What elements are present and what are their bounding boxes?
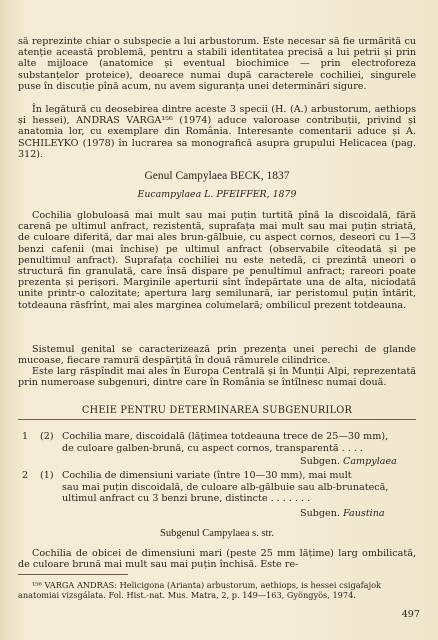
description-paragraph-3: Este larg răspîndit mai ales în Europa Centrală și în Munții Alpi, reprezentată prin numeroase subgenuri, dintre care în România se întîlnesc numai două. bbox=[18, 366, 416, 389]
key-row-result: Campylaea bbox=[343, 456, 397, 467]
description-paragraph-2: Sistemul genital se caracterizează prin prezența unei perechi de glande mucoase, fiecare ramură despărțită în două rămurele cilindrice. bbox=[18, 344, 416, 367]
genus-heading: Genul Campylaea BECK, 1837 bbox=[144, 170, 290, 182]
key-row-text: Cochilia mare, discoidală (lățimea totdeauna trece de 25—30 mm), bbox=[62, 431, 389, 442]
page-number: 497 bbox=[401, 609, 420, 620]
genus-subheading: Eucampylaea L. PFEIFFER, 1879 bbox=[137, 189, 297, 200]
key-row-number: 1 bbox=[22, 431, 29, 442]
key-row-alternative: (2) bbox=[40, 431, 54, 442]
relation-paragraph: În legătură cu deosebirea dintre aceste 3 specii (H. (A.) arbustorum, aethiops și hessei), ANDRAS VARGA¹⁵⁶ (1974) aduce valoroase contribuții, privind și anatomia lor, cu exemplare din România. Interesante comentarii aduce și A. SCHILEYKO (1978) în lucrarea sa monografică asupra grupului Helicacea (pag. 312). bbox=[18, 104, 416, 160]
description-paragraph-1: Cochilia globuloasă mai mult sau mai puțin turtită pînă la discoidală, fără carenă pe ultimul anfract, rezistentă, suprafața mai mult sau mai puțin striată, de culoare diferită, dar mai ales brun-gălbuie, cu aspect cornos, deseori cu 1—3 benzi cafenii (mai închise) pe ultimul anfract (observabile cîteodată și pe penultimul anfract). Suprafața cochiliei nu este netedă, ci prezintă uneori o structură fin granulată, care însă dispare pe penultimul anfract; rareori poate prezenta și perișori. Marginile aperturii sînt îndepărtate una de alta, niciodată unite printr-o calozitate; apertura larg semilunară, iar peristomul puțin întărit, totdeauna răsfrînt, mai ales marginea columelară; ombilicul prezent totdeauna. bbox=[18, 210, 416, 311]
key-row-number: 2 bbox=[22, 470, 29, 481]
footnote: ¹⁵⁶ VARGA ANDRAS: Helicigona (Arianta) arbustorum, aethiops, is hessei csigafajok anatomiai vizsgálata. Fol. Hist.-nat. Mus. Matra, 2, p. 149—163, Gyöngyös, 1974. bbox=[18, 580, 381, 600]
subgenus-heading: Subgenul Campylaea s. str. bbox=[159, 528, 275, 539]
key-rule bbox=[18, 419, 416, 420]
key-row-text: de culoare galben-brună, cu aspect cornos, transparentă . . . . bbox=[62, 443, 363, 454]
key-row-alternative: (1) bbox=[40, 470, 54, 481]
key-title: CHEIE PENTRU DETERMINAREA SUBGENURILOR bbox=[81, 405, 353, 416]
footnote-rule bbox=[18, 574, 128, 575]
key-row-text: Cochilia de dimensiuni variate (între 10—30 mm), mai mult bbox=[62, 470, 352, 481]
subgenus-paragraph: Cochilia de obicei de dimensiuni mari (peste 25 mm lățime) larg ombilicată, de culoare brună mai mult sau mai puțin închisă. Este re- bbox=[18, 548, 416, 571]
key-row-result: Faustina bbox=[343, 508, 385, 519]
key-row-result-prefix: Subgen. bbox=[300, 508, 343, 519]
key-row-result-prefix: Subgen. bbox=[300, 456, 343, 467]
intro-paragraph: să reprezinte chiar o subspecie a lui arbustorum. Este necesar să fie urmărită cu atenție această problemă, pentru a stabili identitatea precisă a lui petrii și prin alte mijloace (anatomice și eventual biochimice — prin electroforeza substanțelor proteice), deoarece numai după caracterele cochiliei, singurele puse în discuție pînă acum, nu avem siguranța unei determinări sigure. bbox=[18, 36, 416, 92]
key-row-text: sau mai puțin discoidală, de culoare alb-gălbuie sau alb-brunatecă, ultimul anfract cu 3 benzi brune, distincte . . . . . . . bbox=[62, 482, 389, 505]
